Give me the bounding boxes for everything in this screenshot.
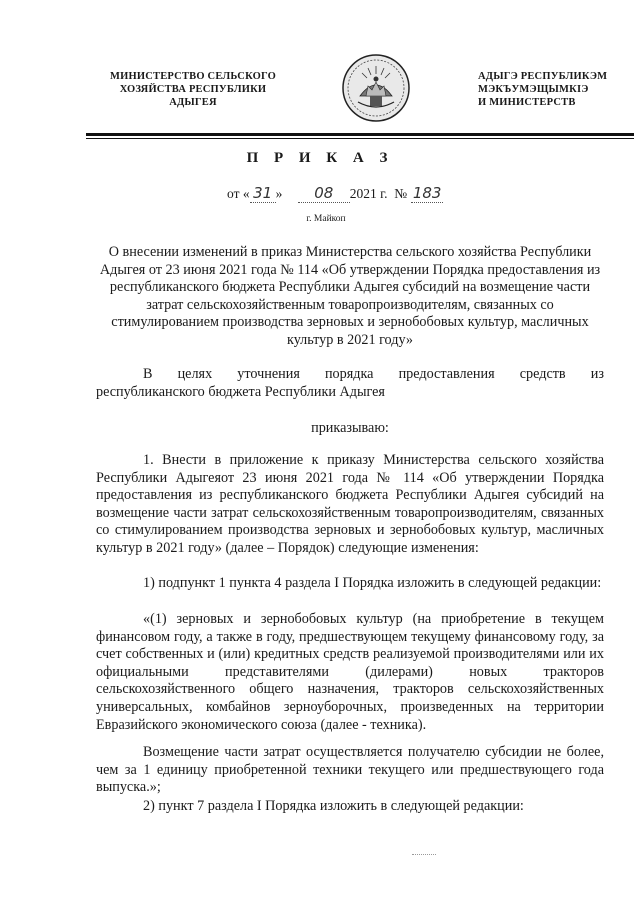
paragraph-subitem-1: 1) подпункт 1 пункта 4 раздела I Порядка изложить в следующей редакции: (143, 575, 602, 591)
preamble (96, 366, 604, 401)
document-title: П Р И К А З (246, 150, 394, 166)
order-subject: О внесении изменений в приказ Министерства сельского хозяйства Республики Адыгея от 23 июня 2021 года № 114 «Об утверждении Порядка предоставления из республиканского бюджета Республики Адыгея субсидий на возмещение части затрат сельскохозяйственным товаропроизводителям, связанных со стимулированием производства зерновых и зернобобовых культур, масличных культур в 2021 году» (99, 244, 601, 348)
preamble-word: средств (519, 366, 566, 382)
date-quote-close: » (275, 186, 283, 201)
preamble-word: предоставления (398, 366, 495, 382)
paragraph-reimbursement: Возмещение части затрат осуществляется получателю субсидии не более, чем за 1 единицу приобретенной техники текущего или предшествующего года выпуска.»; (96, 744, 604, 796)
preamble-word: из (590, 366, 604, 382)
paragraph-subitem-2: 2) пункт 7 раздела I Порядка изложить в следующей редакции: (143, 798, 524, 814)
order-dateline (227, 184, 443, 203)
date-day: 31 (250, 184, 276, 203)
order-number-sign: № (394, 186, 408, 201)
preamble-word: порядка (324, 366, 374, 382)
city-name: г. Майкоп (306, 214, 346, 224)
ministry-name-line: МИНИСТЕРСТВО СЕЛЬСКОГО (110, 71, 276, 82)
preamble-word: целях (177, 366, 213, 382)
ministry-name-russian (98, 70, 288, 109)
coat-of-arms-icon (340, 52, 412, 124)
header-divider-thick (86, 133, 634, 136)
paragraph-new-wording: «(1) зерновых и зернобобовых культур (на приобретение в текущем финансовом году, а также в году, предшествующем текущему финансовому году, за счет собственных и (или) кредитных средств реализуемой производителями или их официальными представителями (дилерами) новых тракторов сельскохозяйственного общего назначения, тракторов сельскохозяйственных универсальных, комбайнов зерноуборочных, произведенных на территории Евразийского экономического союза (далее - техника). (96, 611, 604, 733)
preamble-line-1 (96, 366, 604, 384)
date-year: 2021 г. (349, 186, 388, 201)
paragraph-1: 1. Внести в приложение к приказу Министерства сельского хозяйства Республики Адыгеяот 23 июня 2021 года № 114 «Об утверждении Порядка предоставления из республиканского бюджета Республики Адыгея субсидий на возмещение части затрат сельскохозяйственным товаропроизводителям, связанных со стимулированием производства зерновых и зернобобовых культур, масличных культур в 2021 году» (далее – Порядок) следующие изменения: (96, 452, 604, 556)
ministry-name-line: АДЫГЭ РЕСПУБЛИКЭМ (478, 71, 608, 82)
scan-speck (412, 854, 436, 857)
preamble-word: уточнения (237, 366, 300, 382)
date-month: 08 (298, 184, 350, 203)
preamble-line-2: республиканского бюджета Республики Адыгея (96, 383, 385, 400)
preamble-word: В (143, 366, 153, 382)
order-number: 183 (412, 184, 442, 202)
header-divider-thin (86, 138, 634, 139)
command-word: приказываю: (311, 420, 389, 436)
ministry-name-line: И МИНИСТЕРСТВ (478, 97, 576, 108)
ministry-name-adyghe (478, 70, 628, 109)
ministry-name-line: АДЫГЕЯ (169, 97, 217, 108)
ministry-name-line: МЭКЪУМЭЩЫМКIЭ (478, 84, 589, 95)
date-prefix: от « (227, 186, 250, 201)
ministry-name-line: ХОЗЯЙСТВА РЕСПУБЛИКИ (119, 84, 267, 95)
